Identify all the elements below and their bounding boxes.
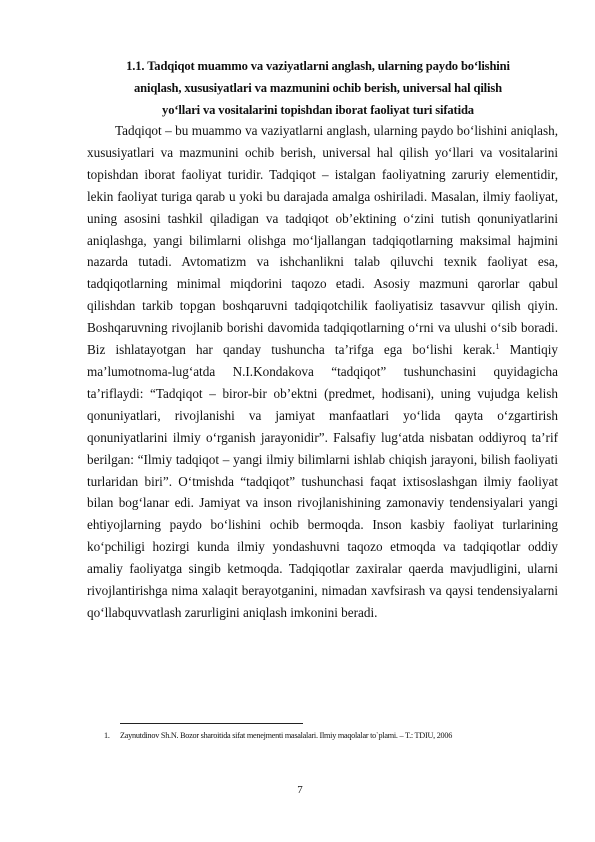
footnote-number: 1. (104, 731, 110, 740)
body-text-part-2: Mantiqiy ma’lumotnoma-lug‘atda N.I.Kondakova “tadqiqot” tushunchasini quyidagicha ta’riflaydi: “Tadqiqot – biror-bir ob’ektni (predmet, hodisani), uning vujudga kelish qonuniyatlari, rivojlanishi va jamiyat manfaatlari yo‘lida qayta o‘zgartirish qonuniyatlarini ilmiy o‘rganish jarayonidir”. Falsafiy lug‘atda nisbatan oddiyroq ta’rif berilgan: “Ilmiy tadqiqot – yangi ilmiy bilimlarni ishlab chiqish jarayoni, bilish faoliyati turlaridan biri”. O‘tmishda “tadqiqot” tushunchasi faqat ixtisoslashgan ilmiy faoliyat bilan bog‘lanar edi. Jamiyat va inson rivojlanishining zamonaviy tendensiyalari yangi ehtiyojlarning paydo bo‘lishini ochib bermoqda. Inson kasbiy faoliyat turlarining ko‘pchiligi hozirgi kunda ilmiy yondashuvni taqozo etmoqda va tadqiqotlar oddiy amaliy faoliyatga singib ketmoqda. Tadqiqotlar zaxiralar qaerda mavjudligini, ularni rivojlantirishga nima xalaqit berayotganini, nimadan xavfsirash va qaysi tendensiyalarni qo‘llabquvvatlash zarurligini aniqlash imkonini beradi. (87, 342, 558, 620)
heading-line-3: yo‘llari va vositalarini topishdan iborat faoliyat turi sifatida (162, 102, 474, 117)
body-paragraph (87, 120, 558, 624)
body-text-part-1: Tadqiqot – bu muammo va vaziyatlarni anglash, ularning paydo bo‘lishini aniqlash, xususiyatlari va mazmunini ochib berish, universal hal qilish yo‘llari va vositalarini topishdan iborat faoliyat turidir. Tadqiqot – istalgan faoliyatning zaruriy elementidir, lekin faoliyat turiga qarab u yoki bu darajada amalga oshiriladi. Masalan, ilmiy faoliyat, uning asosini tashkil qiladigan va tadqiqot ob’ektining o‘zini tutish qonuniyatlarini aniqlashga, yangi bilimlarni olishga mo‘ljallangan tadqiqotlarning maksimal hajmini nazarda tutadi. Avtomatizm va ishchanlikni talab qiluvchi texnik faoliyat esa, tadqiqotlarning minimal miqdorini taqozo etadi. Asosiy mazmuni qarorlar qabul qilishdan tarkib topgan boshqaruvni tadqiqotchilik faoliyatisiz tasavvur qilish qiyin. Boshqaruvning rivojlanib borishi davomida tadqiqotlarning o‘rni va ulushi o‘sib boradi. Biz ishlatayotgan har qanday tushuncha ta’rifga ega bo‘lishi kerak. (87, 123, 558, 358)
footnote-separator (120, 723, 303, 724)
footnote-text: Zaynutdinov Sh.N. Bozor sharoitida sifat menejmenti masalalari. Ilmiy maqolalar to`plami. – T.: TDIU, 2006 (120, 731, 453, 740)
page-number: 7 (297, 784, 303, 796)
footnote-reference[interactable]: 1 (495, 342, 500, 352)
footnote (104, 730, 564, 741)
heading-line-1: 1.1. Tadqiqot muammo va vaziyatlarni anglash, ularning paydo bo‘lishini (126, 59, 510, 73)
section-heading (88, 56, 548, 121)
heading-line-2: aniqlash, xususiyatlari va mazmunini ochib berish, universal hal qilish (134, 80, 502, 95)
